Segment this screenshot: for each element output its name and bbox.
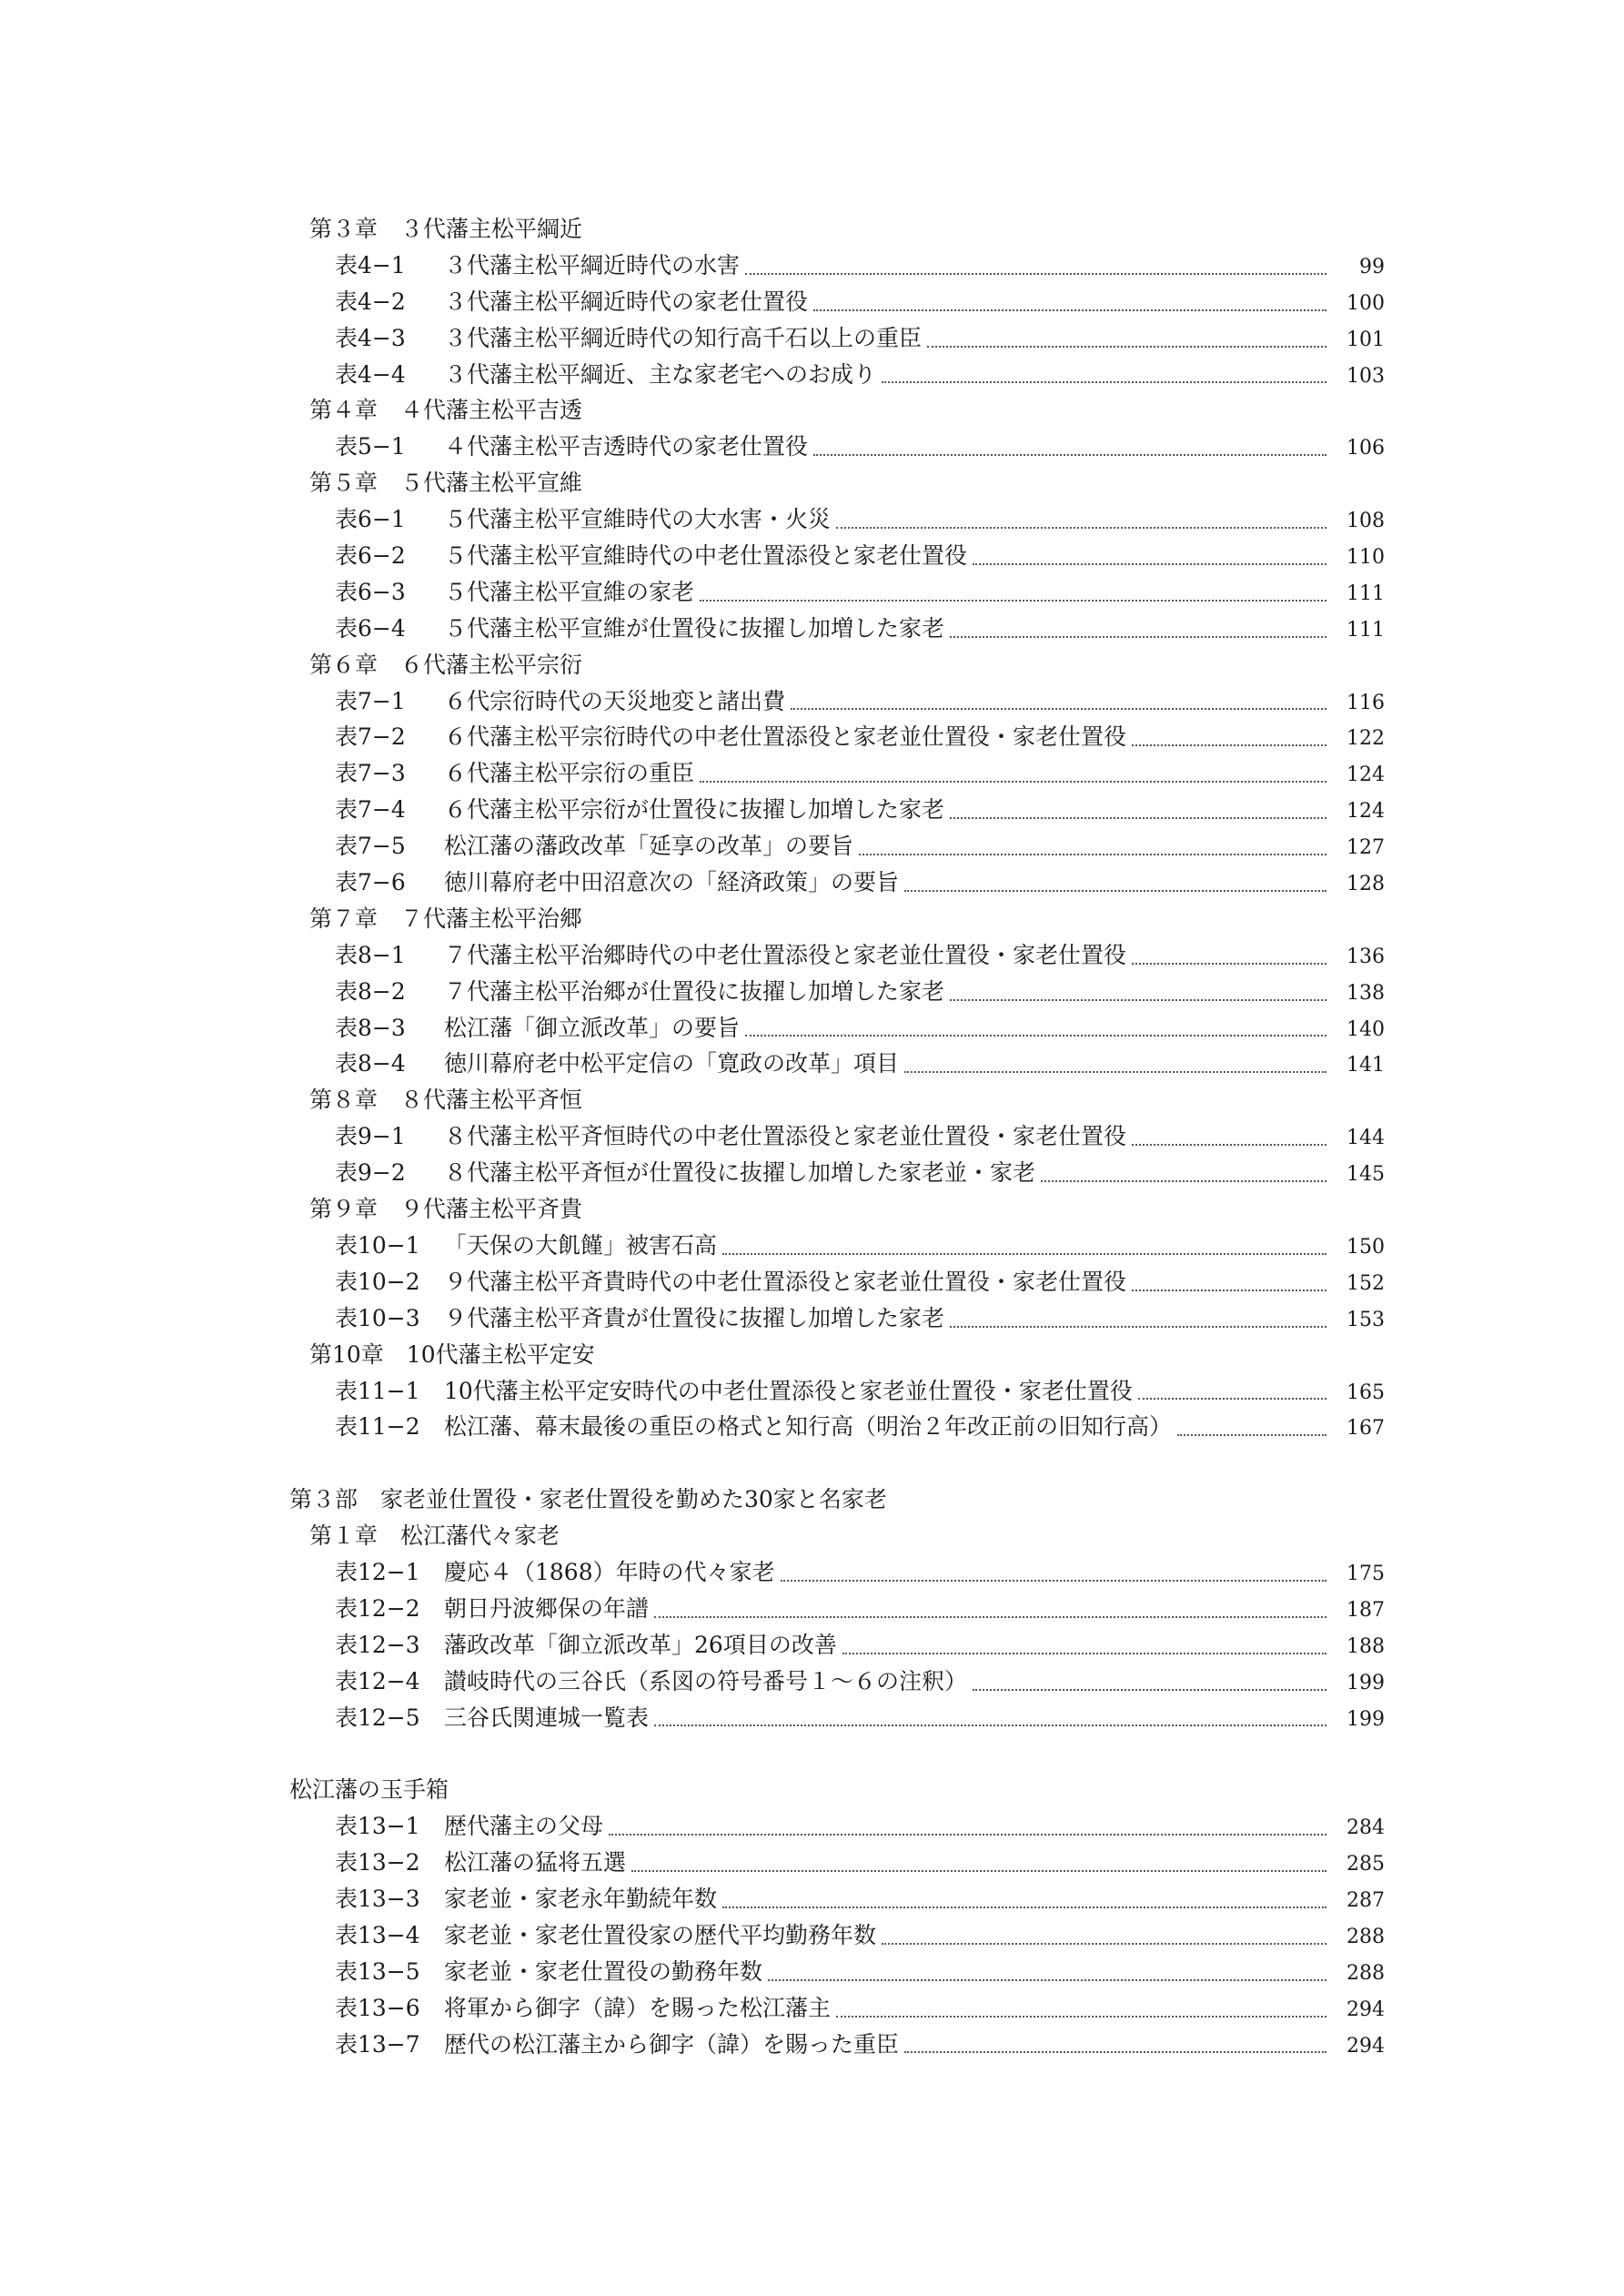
page-number: 294 — [1347, 2034, 1385, 2058]
table-title: ７代藩主松平治郷時代の中老仕置添役と家老並仕置役・家老仕置役 — [444, 941, 1127, 968]
table-title: 将軍から御字（諱）を賜った松江藩主 — [444, 1994, 832, 2021]
table-title: ９代藩主松平斉貴が仕置役に抜擢し加増した家老 — [444, 1304, 945, 1331]
dot-leader — [813, 309, 1326, 311]
toc-entry[interactable] — [289, 1118, 1385, 1155]
toc-entry[interactable] — [289, 501, 1385, 538]
table-number: 表13−1 — [335, 1813, 420, 1840]
page-number: 175 — [1347, 1562, 1385, 1585]
toc-entry[interactable] — [289, 611, 1385, 647]
table-number: 表11−1 — [335, 1377, 420, 1404]
dot-leader — [791, 708, 1326, 710]
toc-entry[interactable] — [289, 1591, 1385, 1627]
chapter-heading: 第９章 ９代藩主松平斉貴 — [309, 1196, 583, 1223]
page-number: 145 — [1347, 1163, 1385, 1187]
toc-entry[interactable] — [289, 357, 1385, 393]
table-title: ４代藩主松平吉透時代の家老仕置役 — [444, 433, 809, 460]
table-title: ５代藩主松平宣維時代の大水害・火災 — [444, 506, 832, 533]
toc-entry[interactable] — [289, 284, 1385, 320]
toc-entry[interactable] — [289, 828, 1385, 865]
page-number: 128 — [1347, 873, 1385, 896]
page-number: 199 — [1347, 1671, 1385, 1694]
section-spacer — [289, 1445, 1385, 1482]
toc-entry[interactable] — [289, 1554, 1385, 1591]
table-number: 表10−2 — [335, 1268, 420, 1295]
table-title: ３代藩主松平綱近時代の知行高千石以上の重臣 — [444, 324, 923, 351]
page-number: 127 — [1347, 836, 1385, 860]
toc-entry[interactable] — [289, 574, 1385, 611]
dot-leader — [745, 1035, 1326, 1037]
page-number: 116 — [1347, 691, 1385, 714]
table-number: 表6−4 — [335, 614, 406, 642]
table-title: ８代藩主松平斉恒が仕置役に抜擢し加増した家老並・家老 — [444, 1159, 1036, 1187]
table-number: 表13−6 — [335, 1994, 420, 2021]
dot-leader — [836, 527, 1326, 529]
page-number: 199 — [1347, 1707, 1385, 1731]
toc-entry[interactable] — [289, 429, 1385, 465]
table-number: 表6−3 — [335, 578, 406, 605]
table-number: 表5−1 — [335, 433, 406, 460]
dot-leader — [700, 600, 1326, 602]
table-title: ５代藩主松平宣維の家老 — [444, 578, 695, 605]
dot-leader — [904, 2051, 1326, 2053]
toc-entry[interactable] — [289, 320, 1385, 357]
table-number: 表4−1 — [335, 251, 406, 278]
table-title: 三谷氏関連城一覧表 — [444, 1704, 650, 1731]
page-number: 284 — [1347, 1816, 1385, 1840]
table-title: ５代藩主松平宣維が仕置役に抜擢し加増した家老 — [444, 614, 945, 642]
page-number: 124 — [1347, 800, 1385, 824]
chapter-heading: 第４章 ４代藩主松平吉透 — [309, 397, 583, 424]
page-number: 138 — [1347, 981, 1385, 1005]
toc-entry[interactable] — [289, 1010, 1385, 1047]
dot-leader — [781, 1580, 1326, 1582]
table-number: 表13−4 — [335, 1921, 420, 1948]
table-number: 表6−2 — [335, 542, 406, 570]
page-number: 150 — [1347, 1235, 1385, 1259]
table-title: 讃岐時代の三谷氏（系図の符号番号１〜６の注釈） — [444, 1667, 968, 1694]
chapter-heading: 第10章 10代藩主松平定安 — [309, 1340, 595, 1368]
toc-entry[interactable] — [289, 792, 1385, 828]
page-number: 111 — [1347, 618, 1385, 642]
page-number: 100 — [1347, 291, 1385, 315]
page-number: 124 — [1347, 764, 1385, 787]
toc-entry[interactable] — [289, 1409, 1385, 1445]
table-number: 表12−2 — [335, 1594, 420, 1622]
dot-leader — [631, 1870, 1326, 1872]
page-number: 101 — [1347, 328, 1385, 351]
dot-leader — [1132, 1144, 1326, 1146]
chapter-heading: 第６章 ６代藩主松平宗衍 — [309, 651, 583, 678]
dot-leader — [973, 1689, 1326, 1691]
toc-entry[interactable] — [289, 538, 1385, 574]
dot-leader — [950, 1326, 1326, 1328]
part-heading: 松江藩の玉手箱 — [289, 1776, 449, 1804]
dot-leader — [859, 854, 1326, 855]
table-title: ６代藩主松平宗衍時代の中老仕置添役と家老並仕置役・家老仕置役 — [444, 723, 1127, 751]
dot-leader — [1132, 1290, 1326, 1291]
table-title: ９代藩主松平斉貴時代の中老仕置添役と家老並仕置役・家老仕置役 — [444, 1268, 1127, 1295]
toc-entry[interactable] — [289, 248, 1385, 284]
page-number: 288 — [1347, 1925, 1385, 1948]
dot-leader — [973, 563, 1326, 565]
page-number: 287 — [1347, 1888, 1385, 1912]
table-number: 表11−2 — [335, 1413, 420, 1441]
toc-entry[interactable] — [289, 1954, 1385, 1990]
table-title: 家老並・家老仕置役家の歴代平均勤務年数 — [444, 1921, 877, 1948]
toc-entry[interactable] — [289, 1990, 1385, 2027]
table-number: 表12−3 — [335, 1631, 420, 1658]
table-title: ３代藩主松平綱近時代の水害 — [444, 251, 741, 278]
chapter-heading: 第３章 ３代藩主松平綱近 — [309, 216, 583, 242]
toc-entry[interactable] — [289, 1808, 1385, 1845]
dot-leader — [1132, 744, 1326, 746]
dot-leader — [882, 381, 1326, 383]
chapter-heading: 第５章 ５代藩主松平宣維 — [309, 470, 583, 497]
table-number: 表13−2 — [335, 1849, 420, 1876]
toc-entry[interactable] — [289, 755, 1385, 792]
table-number: 表4−2 — [335, 288, 406, 315]
dot-leader — [904, 1071, 1326, 1073]
table-of-contents — [289, 211, 1385, 2062]
table-number: 表7−4 — [335, 796, 406, 824]
toc-entry[interactable] — [289, 1373, 1385, 1410]
toc-entry[interactable] — [289, 719, 1385, 755]
page-number: 165 — [1347, 1381, 1385, 1404]
table-title: 家老並・家老仕置役の勤務年数 — [444, 1957, 763, 1985]
chapter-heading: 第１章 松江藩代々家老 — [309, 1522, 560, 1550]
toc-entry[interactable] — [289, 1264, 1385, 1300]
table-number: 表10−3 — [335, 1304, 420, 1331]
toc-entry[interactable] — [289, 1917, 1385, 1954]
dot-leader — [813, 454, 1326, 456]
dot-leader — [745, 273, 1326, 275]
toc-entry[interactable] — [289, 1627, 1385, 1664]
page-number: 288 — [1347, 1961, 1385, 1985]
table-title: 家老並・家老永年勤続年数 — [444, 1885, 718, 1912]
table-number: 表10−1 — [335, 1231, 420, 1259]
dot-leader — [1138, 1398, 1326, 1400]
dot-leader — [950, 817, 1326, 819]
page-number: 187 — [1347, 1598, 1385, 1622]
dot-leader — [836, 2016, 1326, 2018]
chapter-heading: 第７章 ７代藩主松平治郷 — [309, 905, 583, 932]
table-number: 表8−3 — [335, 1014, 406, 1041]
table-number: 表8−2 — [335, 977, 406, 1005]
table-title: ３代藩主松平綱近時代の家老仕置役 — [444, 288, 809, 315]
toc-entry[interactable] — [289, 1228, 1385, 1264]
dot-leader — [1132, 963, 1326, 965]
table-title: 徳川幕府老中田沼意次の「経済政策」の要旨 — [444, 869, 900, 896]
toc-entry[interactable] — [289, 1845, 1385, 1881]
dot-leader — [842, 1653, 1326, 1654]
page-number: 144 — [1347, 1127, 1385, 1150]
table-title: ３代藩主松平綱近、主な家老宅へのお成り — [444, 360, 877, 388]
table-number: 表8−1 — [335, 941, 406, 968]
toc-entry[interactable] — [289, 1046, 1385, 1082]
dot-leader — [722, 1907, 1326, 1908]
toc-entry[interactable] — [289, 937, 1385, 974]
page-number: 152 — [1347, 1271, 1385, 1295]
table-title: 藩政改革「御立派改革」26項目の改善 — [444, 1631, 837, 1658]
page-number: 285 — [1347, 1853, 1385, 1876]
page-number: 103 — [1347, 364, 1385, 388]
part-heading: 第３部 家老並仕置役・家老仕置役を勤めた30家と名家老 — [289, 1486, 887, 1513]
table-number: 表13−3 — [335, 1885, 420, 1912]
table-title: ８代藩主松平斉恒時代の中老仕置添役と家老並仕置役・家老仕置役 — [444, 1123, 1127, 1150]
table-title: ６代藩主松平宗衍が仕置役に抜擢し加増した家老 — [444, 796, 945, 824]
dot-leader — [950, 636, 1326, 638]
dot-leader — [654, 1725, 1326, 1726]
toc-entry[interactable] — [289, 1881, 1385, 1917]
table-title: 慶応４（1868）年時の代々家老 — [444, 1558, 775, 1585]
toc-entry[interactable] — [289, 1155, 1385, 1191]
table-title: ６代藩主松平宗衍の重臣 — [444, 760, 695, 787]
table-title: 10代藩主松平定安時代の中老仕置添役と家老並仕置役・家老仕置役 — [444, 1377, 1133, 1404]
dot-leader — [950, 999, 1326, 1001]
dot-leader — [768, 1979, 1326, 1981]
table-title: 徳川幕府老中松平定信の「寛政の改革」項目 — [444, 1050, 900, 1077]
table-title: 歴代の松江藩主から御字（諱）を賜った重臣 — [444, 2030, 900, 2058]
table-number: 表7−1 — [335, 687, 406, 714]
page-number: 110 — [1347, 546, 1385, 570]
page-number: 294 — [1347, 1998, 1385, 2021]
chapter-heading: 第８章 ８代藩主松平斉恒 — [309, 1087, 583, 1114]
dot-leader — [882, 1943, 1326, 1945]
table-title: 松江藩、幕末最後の重臣の格式と知行高（明治２年改正前の旧知行高） — [444, 1413, 1173, 1441]
toc-entry[interactable] — [289, 974, 1385, 1010]
page-number: 106 — [1347, 437, 1385, 460]
table-number: 表9−1 — [335, 1123, 406, 1150]
page-number: 188 — [1347, 1634, 1385, 1658]
toc-entry[interactable] — [289, 1664, 1385, 1700]
page-number: 140 — [1347, 1017, 1385, 1041]
table-title: ６代宗衍時代の天災地変と諸出費 — [444, 687, 786, 714]
table-number: 表8−4 — [335, 1050, 406, 1077]
dot-leader — [722, 1253, 1326, 1255]
table-title: ７代藩主松平治郷が仕置役に抜擢し加増した家老 — [444, 977, 945, 1005]
page-number: 141 — [1347, 1054, 1385, 1077]
page-number: 153 — [1347, 1308, 1385, 1331]
table-number: 表4−3 — [335, 324, 406, 351]
table-title: 歴代藩主の父母 — [444, 1813, 604, 1840]
toc-entry[interactable] — [289, 683, 1385, 720]
table-title: 松江藩「御立派改革」の要旨 — [444, 1014, 741, 1041]
table-title: 松江藩の藩政改革「延享の改革」の要旨 — [444, 833, 854, 860]
table-number: 表7−2 — [335, 723, 406, 751]
dot-leader — [1041, 1180, 1326, 1182]
toc-entry[interactable] — [289, 1700, 1385, 1736]
page-number: 111 — [1347, 582, 1385, 605]
table-number: 表12−5 — [335, 1704, 420, 1731]
page-number: 136 — [1347, 945, 1385, 968]
dot-leader — [609, 1834, 1326, 1836]
table-number: 表13−7 — [335, 2030, 420, 2058]
table-title: ５代藩主松平宣維時代の中老仕置添役と家老仕置役 — [444, 542, 968, 570]
page-number: 167 — [1347, 1417, 1385, 1441]
table-number: 表6−1 — [335, 506, 406, 533]
page-number: 99 — [1359, 255, 1385, 278]
dot-leader — [904, 890, 1326, 892]
toc-entry[interactable] — [289, 865, 1385, 901]
dot-leader — [927, 346, 1326, 348]
dot-leader — [654, 1616, 1326, 1618]
dot-leader — [700, 781, 1326, 783]
table-number: 表7−3 — [335, 760, 406, 787]
table-title: 「天保の大飢饉」被害石高 — [444, 1231, 718, 1259]
table-number: 表4−4 — [335, 360, 406, 388]
page-number: 122 — [1347, 727, 1385, 751]
toc-entry[interactable] — [289, 2027, 1385, 2063]
section-spacer — [289, 1735, 1385, 1772]
page-number: 108 — [1347, 510, 1385, 533]
table-number: 表9−2 — [335, 1159, 406, 1187]
dot-leader — [1177, 1434, 1326, 1436]
table-number: 表13−5 — [335, 1957, 420, 1985]
toc-entry[interactable] — [289, 1300, 1385, 1337]
table-title: 松江藩の猛将五選 — [444, 1849, 627, 1876]
table-number: 表7−6 — [335, 869, 406, 896]
table-number: 表7−5 — [335, 833, 406, 860]
table-number: 表12−1 — [335, 1558, 420, 1585]
table-number: 表12−4 — [335, 1667, 420, 1694]
table-title: 朝日丹波郷保の年譜 — [444, 1594, 650, 1622]
